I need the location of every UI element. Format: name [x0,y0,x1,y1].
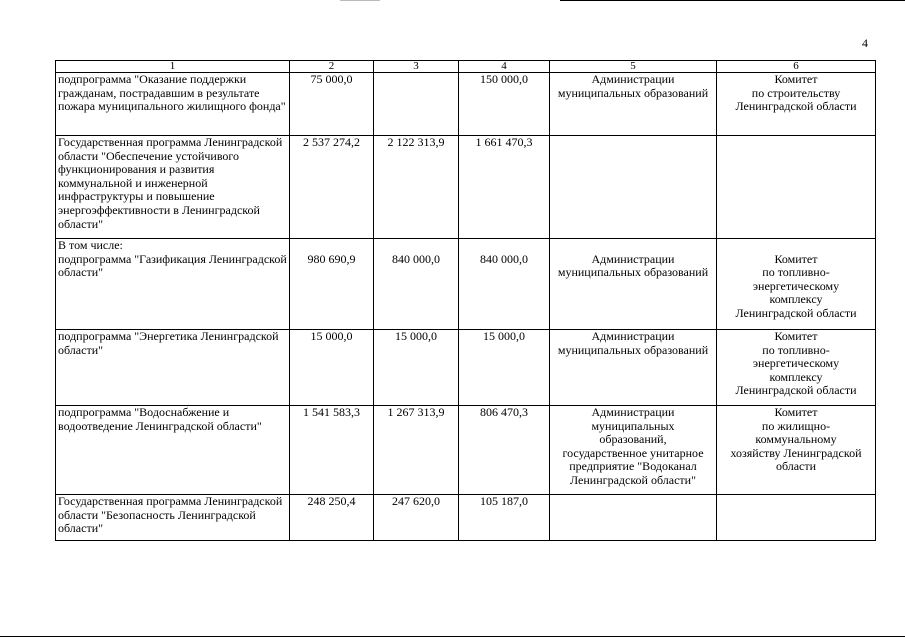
amount-cell: 105 187,0 [459,495,550,541]
program-name-cell: Государственная программа Ленинградской области "Обеспечение устойчивого функционирования и развития коммунальной и инженерной инфраструктуры и повышение энергоэффективности в Ленинградской области" [56,136,290,239]
amount-cell: 840 000,0 [459,239,550,330]
table-row [56,406,876,495]
executor-cell: Администрации муниципальных образований [550,330,717,406]
executor-cell [550,136,717,239]
scan-artifact-line [340,0,380,1]
responsible-cell [717,136,876,239]
column-number-1: 1 [56,61,290,73]
scan-edge-line [0,636,905,637]
table-row [56,73,876,136]
column-number-5: 5 [550,61,717,73]
amount-cell: 150 000,0 [459,73,550,136]
executor-cell: Администрации муниципальных образований [550,73,717,136]
executor-cell [550,495,717,541]
executor-cell: Администрации муниципальных образований, государственное унитарное предприятие "Водоканал Ленинградской области" [550,406,717,495]
column-number-3: 3 [374,61,459,73]
program-name-cell: подпрограмма "Оказание поддержки гражданам, пострадавшим в результате пожара муниципального жилищного фонда" [56,73,290,136]
amount-cell: 15 000,0 [459,330,550,406]
column-number-6: 6 [717,61,876,73]
amount-cell: 15 000,0 [374,330,459,406]
table-row [56,239,876,330]
executor-cell: Администрации муниципальных образований [550,239,717,330]
program-name-cell: подпрограмма "Энергетика Ленинградской области" [56,330,290,406]
scan-edge-line [560,0,905,1]
amount-cell: 15 000,0 [290,330,374,406]
responsible-cell [717,495,876,541]
document-table [55,60,876,541]
amount-cell [374,73,459,136]
amount-cell: 1 661 470,3 [459,136,550,239]
table-row [56,495,876,541]
program-name-cell: Государственная программа Ленинградской области "Безопасность Ленинградской области" [56,495,290,541]
page-number: 4 [862,36,868,50]
amount-cell: 1 541 583,3 [290,406,374,495]
program-name-cell: подпрограмма "Водоснабжение и водоотведение Ленинградской области" [56,406,290,495]
amount-cell: 2 537 274,2 [290,136,374,239]
amount-cell: 806 470,3 [459,406,550,495]
amount-cell: 248 250,4 [290,495,374,541]
responsible-cell: Комитет по топливно- энергетическому комплексу Ленинградской области [717,330,876,406]
amount-cell: 980 690,9 [290,239,374,330]
table-row [56,136,876,239]
program-name-cell: В том числе: подпрограмма "Газификация Ленинградской области" [56,239,290,330]
amount-cell: 1 267 313,9 [374,406,459,495]
responsible-cell: Комитет по строительству Ленинградской области [717,73,876,136]
responsible-cell: Комитет по жилищно- коммунальному хозяйству Ленинградской области [717,406,876,495]
amount-cell: 75 000,0 [290,73,374,136]
column-number-4: 4 [459,61,550,73]
column-number-2: 2 [290,61,374,73]
table-header-row [56,61,876,73]
amount-cell: 840 000,0 [374,239,459,330]
table-row [56,330,876,406]
amount-cell: 2 122 313,9 [374,136,459,239]
amount-cell: 247 620,0 [374,495,459,541]
responsible-cell: Комитет по топливно- энергетическому комплексу Ленинградской области [717,239,876,330]
